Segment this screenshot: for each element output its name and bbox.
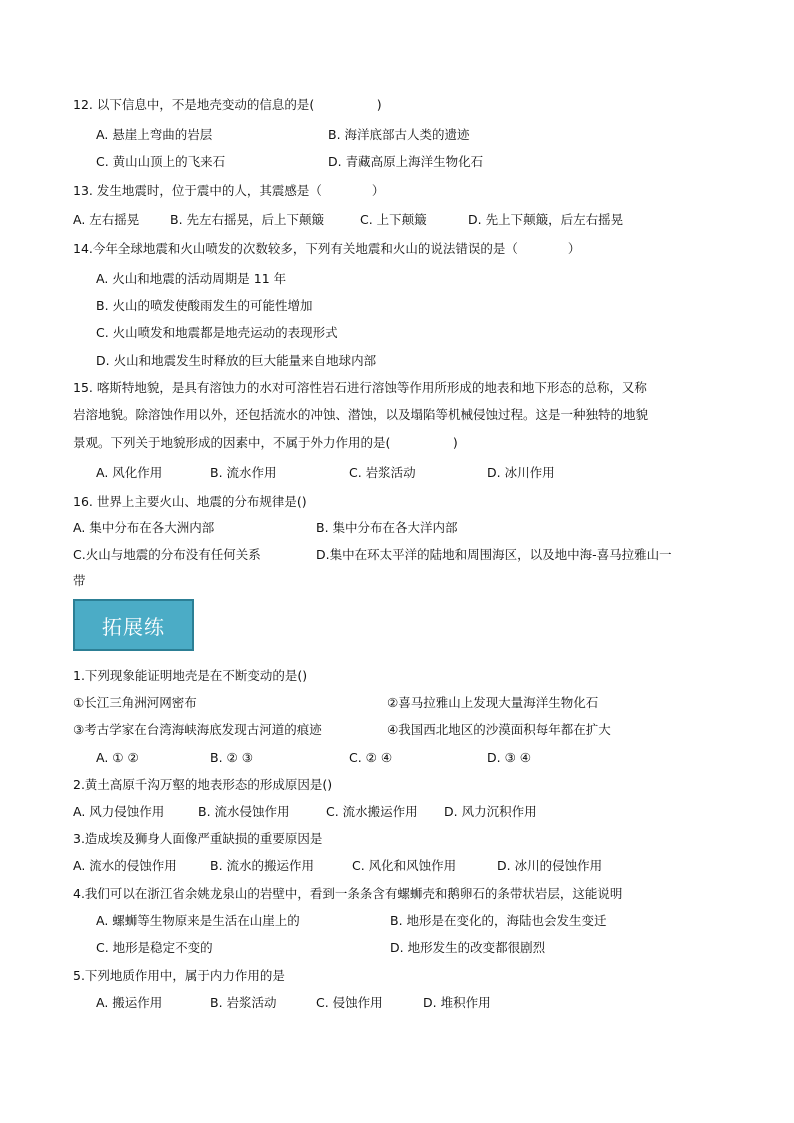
q12-option-c: C. 黄山山顶上的飞来石 [96,154,226,169]
extension-question-5-stem: 5.下列地质作用中，属于内力作用的是 [73,968,285,983]
e5-option-c: C. 侵蚀作用 [316,995,383,1010]
q15-option-b: B. 流水作用 [210,465,277,480]
q15-option-c: C. 岩浆活动 [349,465,416,480]
question-15-stem-line-1: 15. 喀斯特地貌，是具有溶蚀力的水对可溶性岩石进行溶蚀等作用所形成的地表和地下形态的总称，又称 [73,380,647,395]
q13-option-a: A. 左右摇晃 [73,212,140,227]
q12-option-d: D. 青藏高原上海洋生物化石 [328,154,484,169]
section-title-extension-practice: 拓展练 [73,599,194,651]
e5-option-b: B. 岩浆活动 [210,995,277,1010]
e3-option-c: C. 风化和风蚀作用 [352,858,457,873]
e4-option-d: D. 地形发生的改变都很剧烈 [390,940,546,955]
e1-item-4: ④我国西北地区的沙漠面积每年都在扩大 [387,722,611,737]
e2-option-a: A. 风力侵蚀作用 [73,804,165,819]
e1-item-1: ①长江三角洲河网密布 [73,695,197,710]
question-12-stem: 12. 以下信息中，不是地壳变动的信息的是( ) [73,97,382,112]
extension-question-4-stem: 4.我们可以在浙江省余姚龙泉山的岩壁中，看到一条条含有螺蛳壳和鹅卵石的条带状岩层，这能说明 [73,886,623,901]
question-15-stem-line-2: 岩溶地貌。除溶蚀作用以外，还包括流水的冲蚀、潜蚀，以及塌陷等机械侵蚀过程。这是一种独特的地貌 [73,407,649,422]
e1-item-2: ②喜马拉雅山上发现大量海洋生物化石 [387,695,599,710]
extension-question-1-stem: 1.下列现象能证明地壳是在不断变动的是() [73,668,308,683]
q12-option-a: A. 悬崖上弯曲的岩层 [96,127,213,142]
q16-option-d-continued: 带 [73,573,86,588]
e5-option-a: A. 搬运作用 [96,995,163,1010]
q12-option-b: B. 海洋底部古人类的遗迹 [328,127,470,142]
question-15-stem-line-3: 景观。下列关于地貌形成的因素中，不属于外力作用的是( ) [73,435,458,450]
q16-option-c: C.火山与地震的分布没有任何关系 [73,547,261,562]
e1-item-3: ③考古学家在台湾海峡海底发现古河道的痕迹 [73,722,322,737]
e2-option-b: B. 流水侵蚀作用 [198,804,290,819]
e2-option-c: C. 流水搬运作用 [326,804,418,819]
question-14-stem: 14.今年全球地震和火山喷发的次数较多，下列有关地震和火山的说法错误的是（ ） [73,241,581,256]
q14-option-c: C. 火山喷发和地震都是地壳运动的表现形式 [96,325,338,340]
q16-option-d: D.集中在环太平洋的陆地和周围海区，以及地中海-喜马拉雅山一 [316,547,672,562]
question-16-stem: 16. 世界上主要火山、地震的分布规律是() [73,494,307,509]
e1-option-c: C. ② ④ [349,750,393,765]
extension-question-2-stem: 2.黄土高原千沟万壑的地表形态的形成原因是() [73,777,333,792]
e4-option-a: A. 螺蛳等生物原来是生活在山崖上的 [96,913,300,928]
q16-option-a: A. 集中分布在各大洲内部 [73,520,215,535]
e2-option-d: D. 风力沉积作用 [444,804,537,819]
q13-option-d: D. 先上下颠簸，后左右摇晃 [468,212,624,227]
e4-option-c: C. 地形是稳定不变的 [96,940,213,955]
q15-option-a: A. 风化作用 [96,465,163,480]
q16-option-b: B. 集中分布在各大洋内部 [316,520,458,535]
extension-question-3-stem: 3.造成埃及狮身人面像严重缺损的重要原因是 [73,831,323,846]
q13-option-b: B. 先左右摇晃，后上下颠簸 [170,212,325,227]
question-13-stem: 13. 发生地震时，位于震中的人，其震感是（ ） [73,183,385,198]
e4-option-b: B. 地形是在变化的，海陆也会发生变迁 [390,913,607,928]
e5-option-d: D. 堆积作用 [423,995,491,1010]
e1-option-d: D. ③ ④ [487,750,531,765]
e3-option-d: D. 冰川的侵蚀作用 [497,858,603,873]
e1-option-a: A. ① ② [96,750,139,765]
e3-option-a: A. 流水的侵蚀作用 [73,858,177,873]
q14-option-a: A. 火山和地震的活动周期是 11 年 [96,271,287,286]
e1-option-b: B. ② ③ [210,750,253,765]
e3-option-b: B. 流水的搬运作用 [210,858,315,873]
q14-option-d: D. 火山和地震发生时释放的巨大能量来自地球内部 [96,353,377,368]
q15-option-d: D. 冰川作用 [487,465,555,480]
q14-option-b: B. 火山的喷发使酸雨发生的可能性增加 [96,298,313,313]
q13-option-c: C. 上下颠簸 [360,212,427,227]
